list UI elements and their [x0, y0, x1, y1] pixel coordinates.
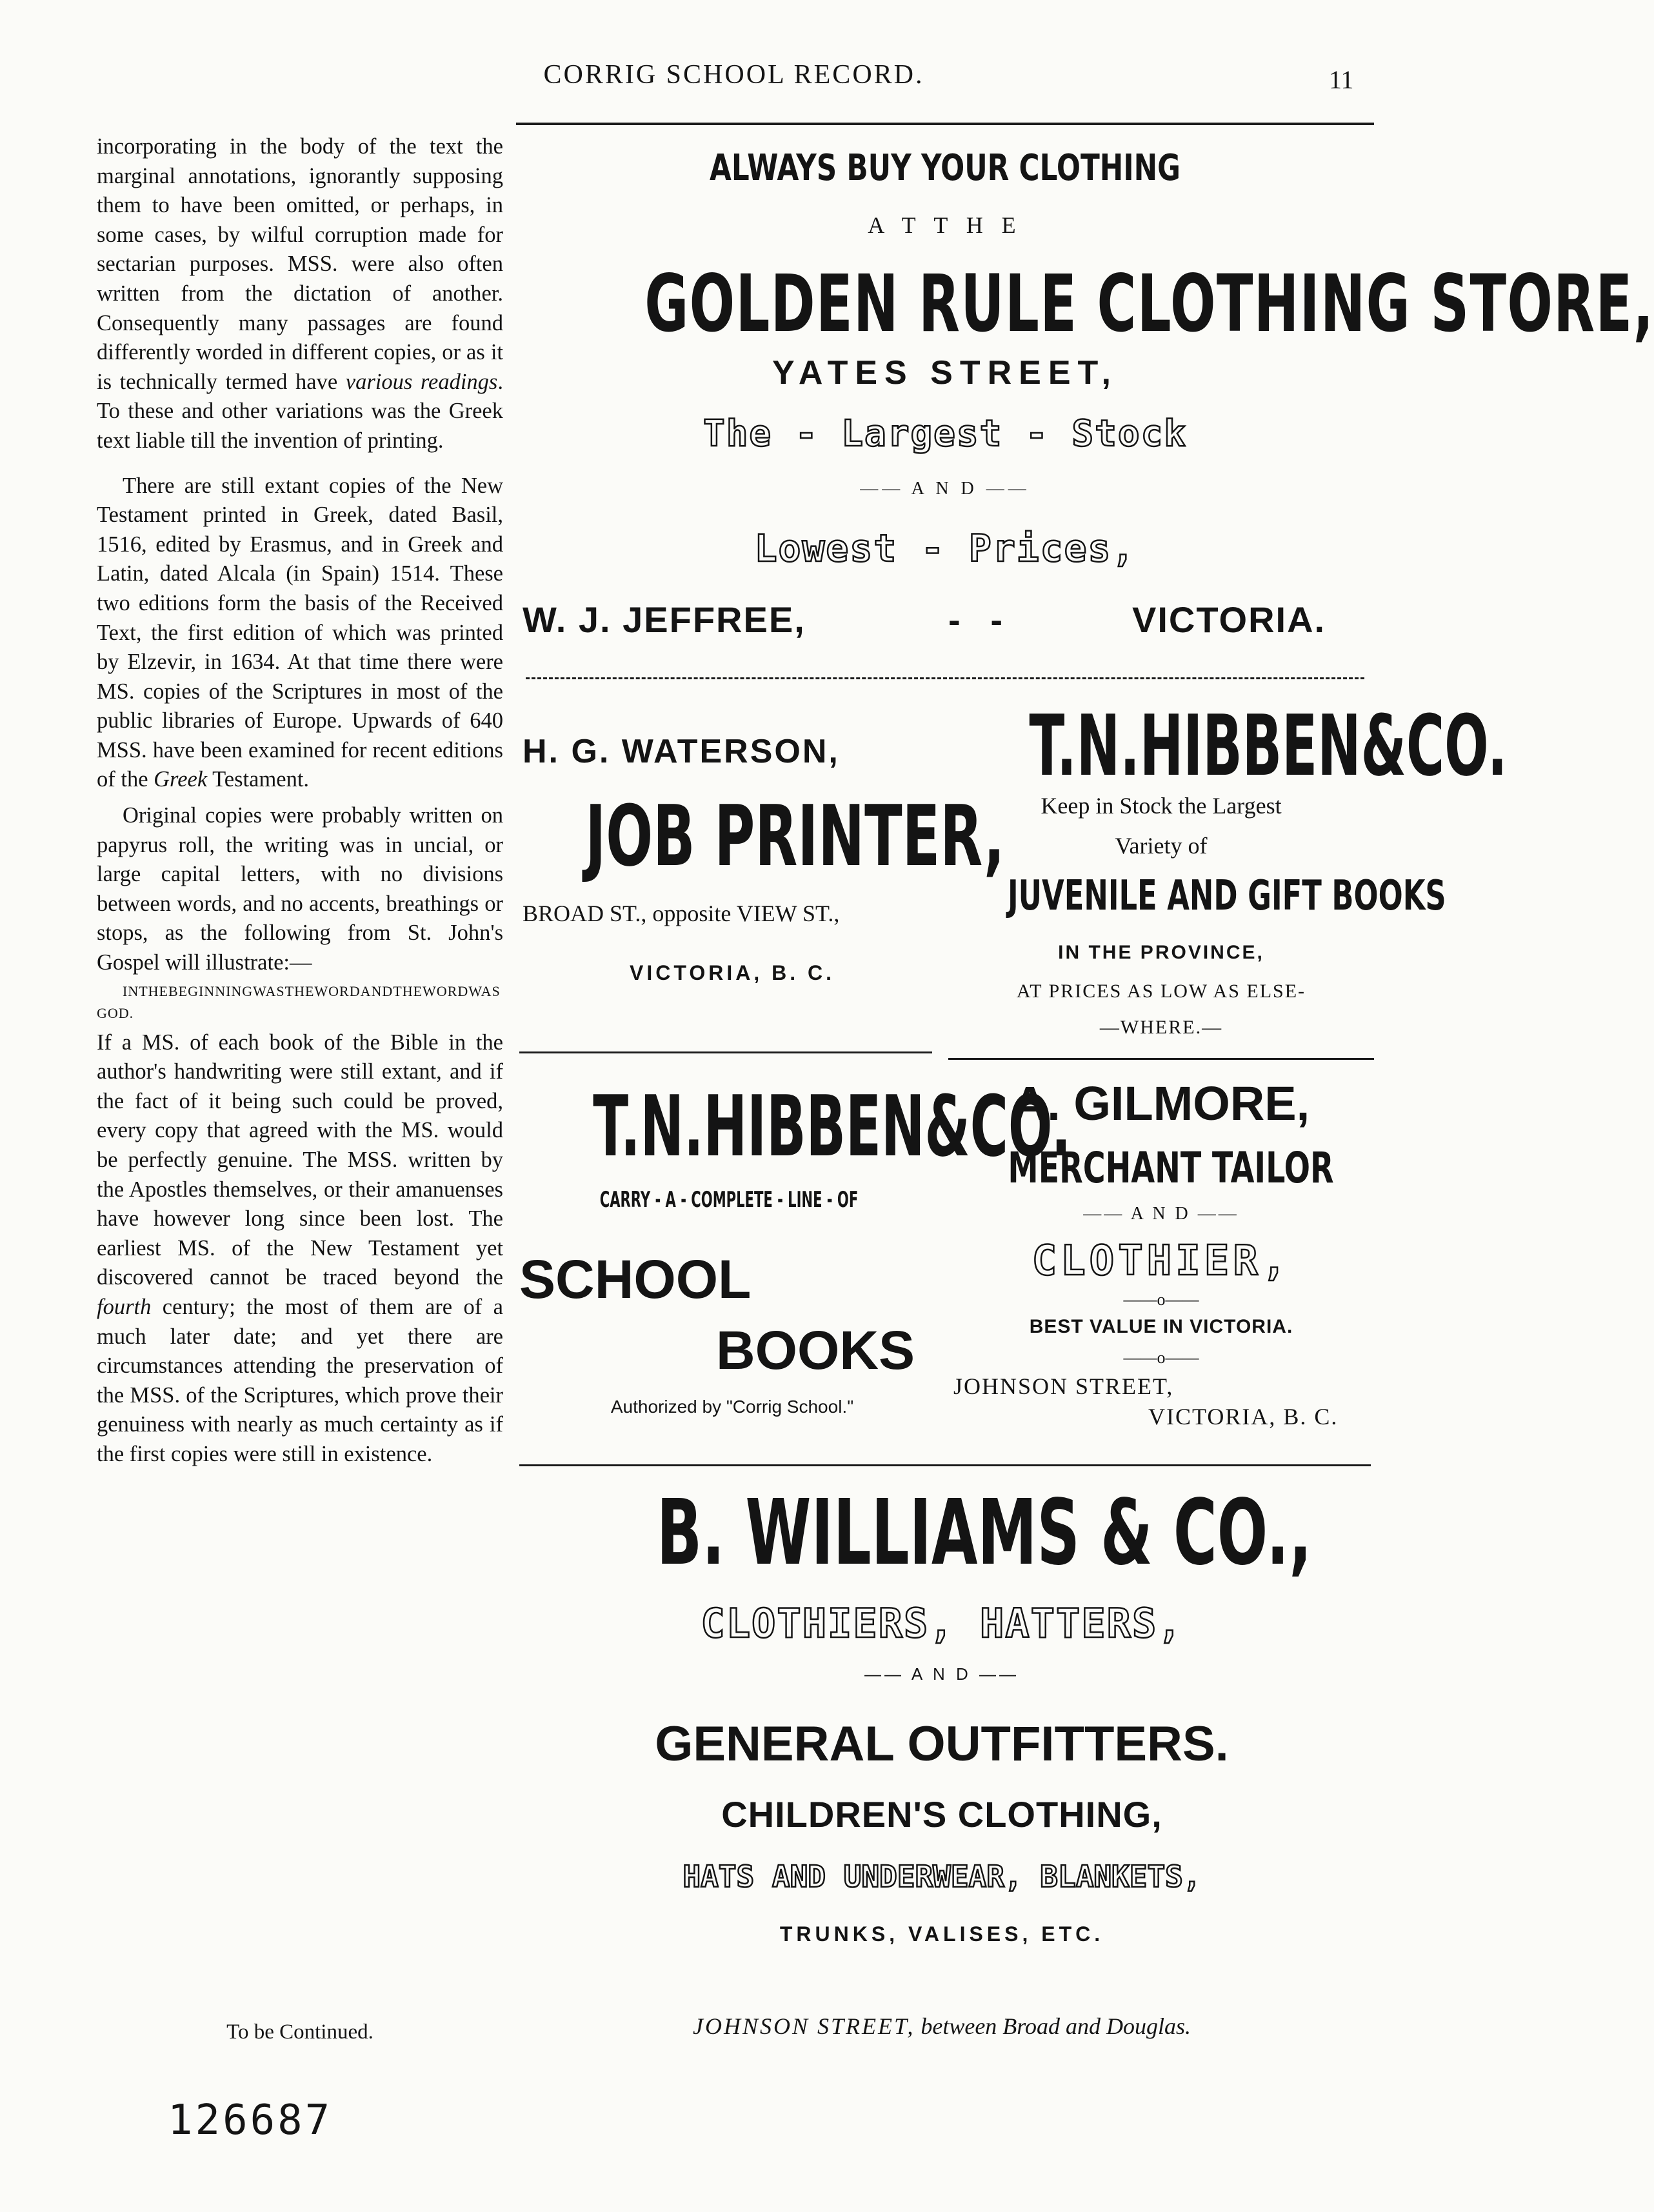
uncial-example: INTHEBEGINNINGWASTHEWORDANDTHEWORDWASGOD. — [97, 982, 501, 1021]
hibben2-line1: CARRY - A - COMPLETE - LINE - OF — [599, 1187, 859, 1213]
header-rule — [516, 123, 1374, 125]
gilmore-line2: —— A N D —— — [1083, 1204, 1239, 1224]
hibben2-line2: SCHOOL — [519, 1249, 752, 1310]
ad-golden-rule — [516, 147, 1374, 189]
williams-line7b: between Broad and Douglas. — [921, 2013, 1191, 2039]
paragraph-4-italic: fourth — [97, 1294, 152, 1319]
golden-rule-largest-stock: The - Largest - Stock — [702, 413, 1187, 455]
paragraph-2-end: Testament. — [207, 767, 310, 792]
gilmore-sep2: ——o—— — [1123, 1348, 1199, 1367]
golden-rule-line1: ALWAYS BUY YOUR CLOTHING — [710, 147, 1181, 189]
paragraph-2-text: There are still extant copies of the New Testament printed in Greek, dated Basil, 1516, edited by Erasmus, and in Greek and Latin, dated Alcala (in Spain) 1514. These two editions form the basis of the Received Text, the first edition of which was printed by Elzevir, in 1634. At that time there were MS. copies of the Scriptures in most of the public libraries of Europe. Upwards of 640 MSS. have been examined for recent editions of the — [97, 473, 503, 792]
gilmore-name: A. GILMORE, — [1012, 1077, 1310, 1130]
golden-rule-and: —— A N D —— — [860, 479, 1030, 499]
waterson-trade-wrap — [510, 787, 1005, 885]
gilmore-sep1: ——o—— — [1123, 1290, 1199, 1309]
hibben2-name: T.N.HIBBEN&CO. — [593, 1077, 1071, 1175]
paragraph-1-italic: various readings — [345, 369, 498, 394]
williams-line4: CHILDREN'S CLOTHING, — [721, 1794, 1162, 1835]
golden-rule-dashes: - - — [948, 599, 1002, 640]
paragraph-3-text: Original copies were probably written on papyrus roll, the writing was in uncial, or large capital letters, with no divisions between words, and no accents, breathings or stops, as the following from St. John's Gospel will illustrate:— — [97, 803, 503, 975]
waterson-address: BROAD ST., opposite VIEW ST., — [523, 901, 840, 926]
gilmore-line1: MERCHANT TAILOR — [1008, 1143, 1334, 1193]
hibben2-line1-wrap — [510, 1187, 948, 1213]
paragraph-1-text: incorporating in the body of the text the marginal annotations, ignorantly supposing them to have been omitted, or perhaps, in some cases, by wilful corruption made for sectarian purposes. MSS. were also often written from the dictation of another. Consequently many passages are found differently worded in different copies, or as it is technically termed have — [97, 134, 503, 394]
hibben1-line6: —WHERE.— — [1099, 1017, 1223, 1038]
hibben1-line2: Variety of — [1115, 833, 1208, 859]
gilmore-line5: JOHNSON STREET, — [953, 1373, 1174, 1399]
waterson-name: H. G. WATERSON, — [523, 733, 840, 770]
article-paragraph-2 — [97, 472, 503, 795]
gilmore-line1-wrap — [948, 1143, 1374, 1193]
article-paragraph-4 — [97, 1028, 503, 1470]
golden-rule-proprietor: W. J. JEFFREE, — [523, 599, 806, 640]
page-number: 11 — [1329, 65, 1354, 94]
gilmore-bottom-rule — [519, 1464, 1371, 1466]
golden-rule-store-name: GOLDEN RULE CLOTHING STORE, — [644, 258, 1654, 350]
williams-line5: HATS AND UNDERWEAR, BLANKETS, — [683, 1859, 1201, 1894]
hibben1-line4: IN THE PROVINCE, — [1058, 942, 1264, 963]
hibben1-wrap — [948, 697, 1508, 795]
hibben1-name: T.N.HIBBEN&CO. — [1029, 697, 1508, 795]
article-column — [97, 132, 503, 1476]
golden-rule-lowest-prices: Lowest - Prices, — [754, 526, 1136, 570]
williams-line7a: JOHNSON STREET, — [693, 2013, 915, 2039]
running-header: CORRIG SCHOOL RECORD. — [543, 60, 924, 90]
hibben1-line3: JUVENILE AND GIFT BOOKS — [1008, 872, 1446, 920]
hibben1-line5: AT PRICES AS LOW AS ELSE- — [1016, 981, 1306, 1002]
gilmore-line4: BEST VALUE IN VICTORIA. — [1029, 1316, 1293, 1337]
article-paragraph-1 — [97, 132, 503, 456]
waterson-trade: JOB PRINTER, — [585, 787, 1005, 885]
williams-wrap — [510, 1480, 1374, 1586]
article-paragraph-3 — [97, 801, 503, 1024]
williams-line1: CLOTHIERS, HATTERS, — [701, 1600, 1183, 1647]
paragraph-4-text: If a MS. of each book of the Bible in the author's handwriting were still extant, and if the fact of it being such could be proved, every copy that agreed with the MS. would be perfectly genuine. The MSS. written by the Apostles themselves, or their amanuenses have however long since been lost. The earliest MS. of the New Testament yet discovered cannot be traced beyond the — [97, 1030, 503, 1290]
hibben1-line1: Keep in Stock the Largest — [1041, 793, 1282, 819]
accession-stamp: 126687 — [168, 2097, 333, 2144]
golden-rule-street: YATES STREET, — [772, 354, 1118, 392]
hibben2-line3: BOOKS — [716, 1320, 915, 1380]
hibben2-wrap — [510, 1077, 1071, 1175]
williams-line2: —— A N D —— — [864, 1664, 1019, 1684]
hibben1-bottom-rule — [948, 1058, 1374, 1060]
williams-line6: TRUNKS, VALISES, ETC. — [779, 1922, 1104, 1946]
waterson-bottom-rule — [519, 1051, 932, 1053]
williams-line3: GENERAL OUTFITTERS. — [655, 1717, 1229, 1771]
williams-name: B. WILLIAMS & CO., — [656, 1480, 1312, 1586]
golden-rule-line2: A T T H E — [868, 212, 1022, 238]
paragraph-1-end: . To these and other variations was the Greek text liable till the invention of printing. — [97, 369, 503, 453]
gilmore-line3: CLOTHIER, — [1031, 1237, 1291, 1285]
gilmore-line6: VICTORIA, B. C. — [1148, 1404, 1339, 1430]
paragraph-2-italic: Greek — [154, 767, 208, 792]
waterson-city: VICTORIA, B. C. — [630, 961, 835, 984]
golden-rule-bottom-rule — [526, 677, 1364, 679]
golden-rule-city: VICTORIA. — [1132, 599, 1326, 640]
williams-address — [510, 2013, 1374, 2040]
paragraph-4-end: century; the most of them are of a much later date; and yet there are circumstances attending the preservation of the MSS. of the Scriptures, which prove their genuiness with nearly as much certainty as if the first copies were still in existence. — [97, 1294, 503, 1466]
golden-rule-store-wrap — [503, 258, 1654, 350]
hibben1-line3-wrap — [942, 872, 1446, 920]
to-be-continued: To be Continued. — [226, 2020, 374, 2044]
hibben2-line4: Authorized by "Corrig School." — [610, 1397, 854, 1417]
